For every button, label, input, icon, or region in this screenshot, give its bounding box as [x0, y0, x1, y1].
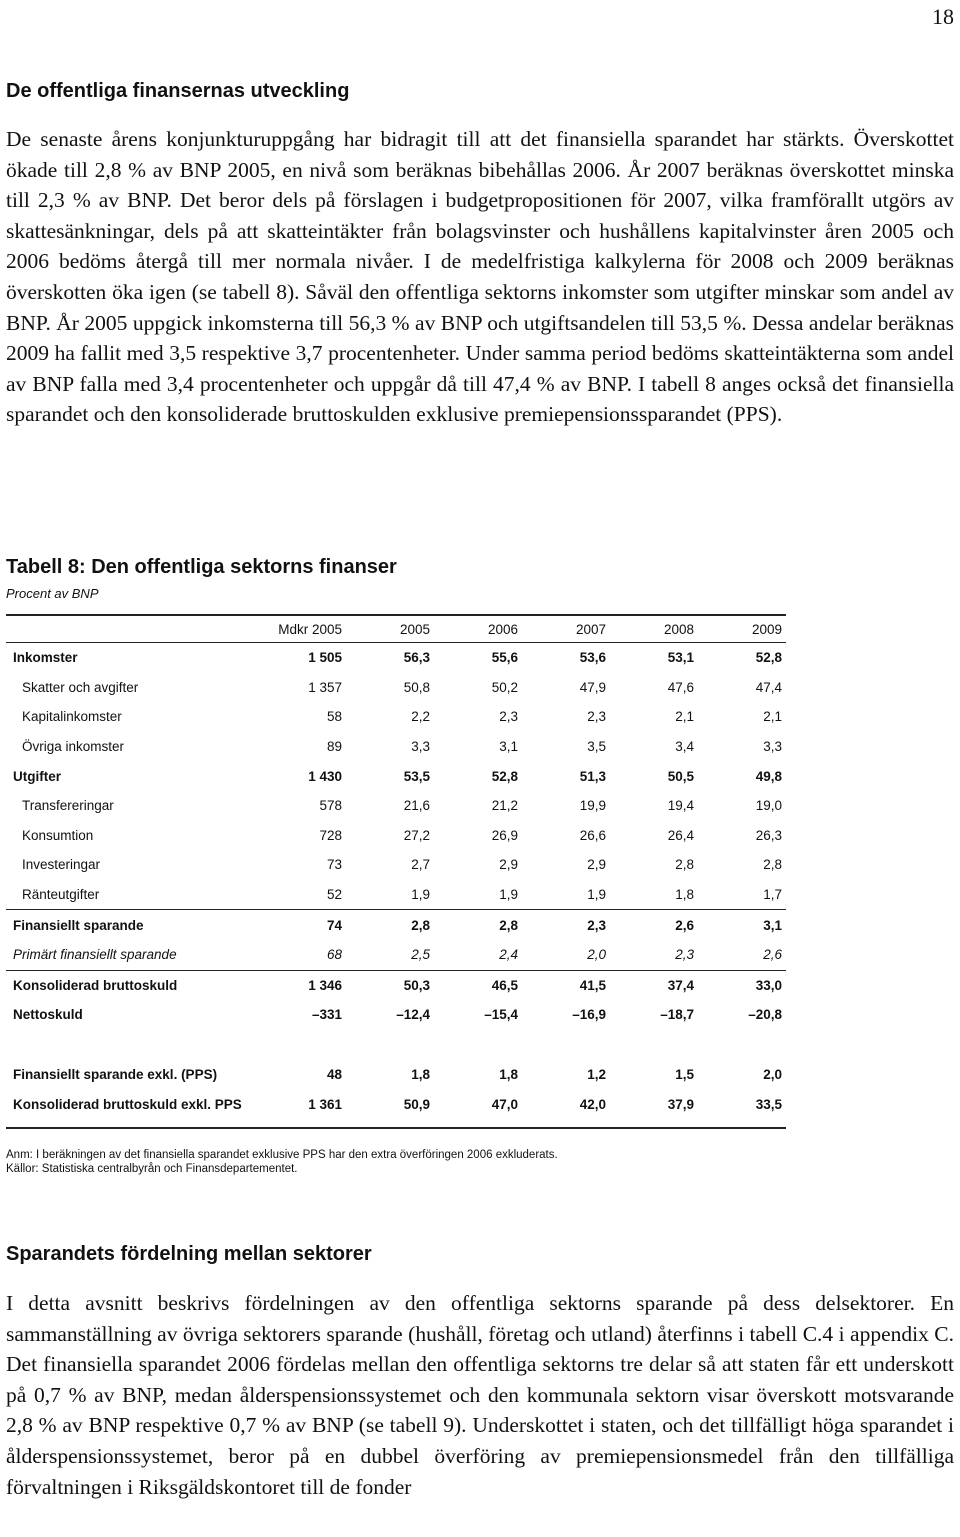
table-cell: 1,9 — [499, 887, 518, 903]
table-row — [6, 910, 786, 940]
table-row — [6, 1089, 786, 1119]
row-label: Ränteutgifter — [22, 887, 100, 903]
table-cell: 47,6 — [667, 679, 694, 695]
row-label: Primärt finansiellt sparande — [13, 947, 177, 963]
table-cell: 1 357 — [308, 679, 342, 695]
table-cell: 42,0 — [579, 1096, 606, 1112]
row-label: Konsumtion — [22, 827, 94, 843]
table-cell: 3,4 — [675, 739, 694, 755]
table-cell: 53,6 — [579, 650, 606, 666]
table-cell: 50,5 — [667, 768, 694, 784]
table-cell: 48 — [326, 1067, 342, 1083]
table-cell: 2,7 — [411, 857, 430, 873]
table-row — [6, 761, 786, 791]
table-cell: 19,9 — [579, 798, 606, 814]
row-label: Övriga inkomster — [22, 739, 125, 755]
table-cell: 19,0 — [755, 798, 782, 814]
table-cell: –331 — [311, 1007, 342, 1023]
table-cell: –20,8 — [748, 1007, 782, 1023]
table-subtitle: Procent av BNP — [6, 586, 99, 601]
table-cell: 1,8 — [411, 1067, 430, 1083]
table-note: Anm: I beräkningen av det finansiella sparandet exklusive PPS har den extra överföringen 2006 exkluderats. — [6, 1149, 558, 1161]
table-cell: 728 — [319, 827, 342, 843]
spacer-cell — [6, 1030, 786, 1060]
table-cell: 52,8 — [491, 768, 518, 784]
table-row — [6, 821, 786, 851]
table-row — [6, 1060, 786, 1090]
table-row — [6, 970, 786, 1000]
table-cell: 21,2 — [491, 798, 518, 814]
table-cell: 2,3 — [675, 947, 694, 963]
table-cell: 1 346 — [254, 970, 342, 1000]
table-cell: 2,6 — [763, 947, 782, 963]
header-cell: 2007 — [575, 621, 606, 637]
table-cell: 26,3 — [755, 827, 782, 843]
table-cell: 3,5 — [587, 739, 606, 755]
table-cell: 2,3 — [499, 709, 518, 725]
table-cell: –12,4 — [396, 1007, 430, 1023]
table-cell: 19,4 — [667, 798, 694, 814]
table-cell: 55,6 — [491, 650, 518, 666]
header-cell: 2008 — [663, 621, 694, 637]
table-cell: 2,9 — [587, 857, 606, 873]
table-cell: 50,2 — [491, 679, 518, 695]
table-cell: 74 — [254, 910, 342, 940]
table-cell: 68 — [326, 947, 342, 963]
table-cell: 89 — [326, 739, 342, 755]
row-label: Konsoliderad bruttoskuld — [6, 970, 254, 1000]
table-cell: 33,5 — [755, 1096, 782, 1112]
table-cell: 41,5 — [518, 970, 606, 1000]
table-cell: 1,7 — [763, 887, 782, 903]
table-cell: –15,4 — [484, 1007, 518, 1023]
table-cell: 1 505 — [308, 650, 342, 666]
table-cell: 2,0 — [587, 947, 606, 963]
table-cell: 50,3 — [342, 970, 430, 1000]
table-cell: 51,3 — [579, 768, 606, 784]
table-cell: 2,1 — [675, 709, 694, 725]
table-cell: 1,5 — [675, 1067, 694, 1083]
table-cell: 49,8 — [755, 768, 782, 784]
table-header-row — [6, 615, 786, 643]
page-number: 18 — [932, 4, 954, 29]
table-cell: 578 — [319, 798, 342, 814]
header-cell: 2009 — [751, 621, 782, 637]
table-cell: 73 — [326, 857, 342, 873]
table-cell: 53,5 — [403, 768, 430, 784]
table-notes — [6, 1148, 906, 1176]
table-cell: 2,3 — [587, 709, 606, 725]
header-cell: Mdkr 2005 — [278, 621, 342, 637]
table-cell: 47,0 — [491, 1096, 518, 1112]
row-label: Skatter och avgifter — [22, 679, 139, 695]
table-cell: 2,8 — [430, 910, 518, 940]
table-cell: 52,8 — [755, 650, 782, 666]
table-cell: –16,9 — [572, 1007, 606, 1023]
table-cell: 37,4 — [606, 970, 694, 1000]
table-cell: 2,8 — [342, 910, 430, 940]
row-label: Utgifter — [13, 768, 61, 784]
table-row — [6, 643, 786, 673]
table-bottom-rule — [6, 1119, 786, 1128]
table-cell: 2,8 — [675, 857, 694, 873]
table-row — [6, 791, 786, 821]
table-cell: –18,7 — [660, 1007, 694, 1023]
table-cell: 1 361 — [308, 1096, 342, 1112]
table-cell: 1,8 — [675, 887, 694, 903]
table-cell: 53,1 — [667, 650, 694, 666]
row-label: Nettoskuld — [13, 1007, 83, 1023]
table-cell: 37,9 — [667, 1096, 694, 1112]
table-cell: 2,2 — [411, 709, 430, 725]
row-label: Transfereringar — [22, 798, 114, 814]
finance-table — [6, 614, 786, 1129]
table-cell: 52 — [326, 887, 342, 903]
table-spacer-row — [6, 1030, 786, 1060]
table-cell: 26,6 — [579, 827, 606, 843]
table-row — [6, 880, 786, 910]
table-cell: 2,6 — [606, 910, 694, 940]
table-cell: 1,8 — [499, 1067, 518, 1083]
section-heading-public-finances: De offentliga finansernas utveckling — [6, 80, 350, 102]
row-label: Inkomster — [13, 650, 78, 666]
table-row — [6, 702, 786, 732]
table-cell: 3,3 — [411, 739, 430, 755]
table-cell: 33,0 — [694, 970, 786, 1000]
table-cell: 47,4 — [755, 679, 782, 695]
table-cell: 50,8 — [403, 679, 430, 695]
table-cell: 56,3 — [403, 650, 430, 666]
table-cell: 3,1 — [499, 739, 518, 755]
table-row — [6, 940, 786, 970]
table-cell: 2,0 — [763, 1067, 782, 1083]
table-row — [6, 850, 786, 880]
row-label: Kapitalinkomster — [22, 709, 122, 725]
table-cell: 2,5 — [411, 947, 430, 963]
section-heading-savings-distribution: Sparandets fördelning mellan sektorer — [6, 1243, 372, 1265]
table-cell: 1,2 — [587, 1067, 606, 1083]
table-row — [6, 1000, 786, 1030]
intro-paragraph: De senaste årens konjunkturuppgång har bidragit till att det finansiella sparandet har stärkts. Överskottet ökade till 2,8 % av BNP 2005, en nivå som beräknas bibehållas 2006. År 2007 beräknas överskottet minska till 2,3 % av BNP. Det beror dels på förslagen i budgetpropositionen för 2007, vilka framförallt utgörs av skattesänkningar, dels på att skatteintäkter från bolagsvinster och hushållens kapitalvinster åren 2005 och 2006 bedöms återgå till mer normala nivåer. I de medelfristiga kalkylerna för 2008 och 2009 beräknas överskotten öka igen (se tabell 8). Såväl den offentliga sektorns inkomster som utgifter minskar som andel av BNP. År 2005 uppgick inkomsterna till 56,3 % av BNP och utgiftsandelen till 53,5 %. Dessa andelar beräknas 2009 ha fallit med 3,5 respektive 3,7 procentenheter. Under samma period bedöms skatteintäkterna som andel av BNP falla med 3,4 procentenheter och uppgår då till 47,4 % av BNP. I tabell 8 anges också det finansiella sparandet och den konsoliderade bruttoskulden exklusive premiepensionssparandet (PPS). — [6, 127, 954, 427]
table-cell: 26,9 — [491, 827, 518, 843]
table-cell: 2,4 — [499, 947, 518, 963]
header-cell — [6, 615, 254, 643]
table-cell: 50,9 — [403, 1096, 430, 1112]
table-cell: 1 430 — [308, 768, 342, 784]
row-label: Finansiellt sparande exkl. (PPS) — [13, 1067, 218, 1083]
table-row — [6, 673, 786, 703]
table-cell: 2,9 — [499, 857, 518, 873]
header-cell: 2006 — [487, 621, 518, 637]
row-label: Investeringar — [22, 857, 101, 873]
table-cell: 2,3 — [518, 910, 606, 940]
table-source: Källor: Statistiska centralbyrån och Finansdepartementet. — [6, 1163, 298, 1175]
savings-paragraph: I detta avsnitt beskrivs fördelningen av den offentliga sektorns sparande på dess delsektorer. En sammanställning av övriga sektorers sparande (hushåll, företag och utland) återfinns i tabell C.4 i appendix C. Det finansiella sparandet 2006 fördelas mellan den offentliga sektorns tre delar så att staten får ett underskott på 0,7 % av BNP, medan ålderspensionssystemet och den kommunala sektorn visar överskott motsvarande 2,8 % av BNP respektive 0,7 % av BNP (se tabell 9). Underskottet i staten, och det tillfälligt höga sparandet i ålderspensionssystemet, beror på en dubbel överföring av premiepensionsmedel från den tillfälliga förvaltningen i Riksgäldskontoret till de fonder — [6, 1291, 954, 1499]
table-cell: 46,5 — [430, 970, 518, 1000]
row-label: Konsoliderad bruttoskuld exkl. PPS — [13, 1096, 242, 1112]
table-cell: 21,6 — [403, 798, 430, 814]
table-cell: 47,9 — [579, 679, 606, 695]
table-cell: 1,9 — [411, 887, 430, 903]
table-cell: 2,8 — [763, 857, 782, 873]
rule-cell — [6, 1119, 786, 1128]
table-row — [6, 732, 786, 762]
table-cell: 27,2 — [403, 827, 430, 843]
table-cell: 2,1 — [763, 709, 782, 725]
header-cell: 2005 — [399, 621, 430, 637]
table-cell: 58 — [326, 709, 342, 725]
row-label: Finansiellt sparande — [6, 910, 254, 940]
table-cell: 3,1 — [694, 910, 786, 940]
table-title: Tabell 8: Den offentliga sektorns finanser — [6, 556, 397, 578]
table-cell: 3,3 — [763, 739, 782, 755]
table-cell: 1,9 — [587, 887, 606, 903]
table-cell: 26,4 — [667, 827, 694, 843]
